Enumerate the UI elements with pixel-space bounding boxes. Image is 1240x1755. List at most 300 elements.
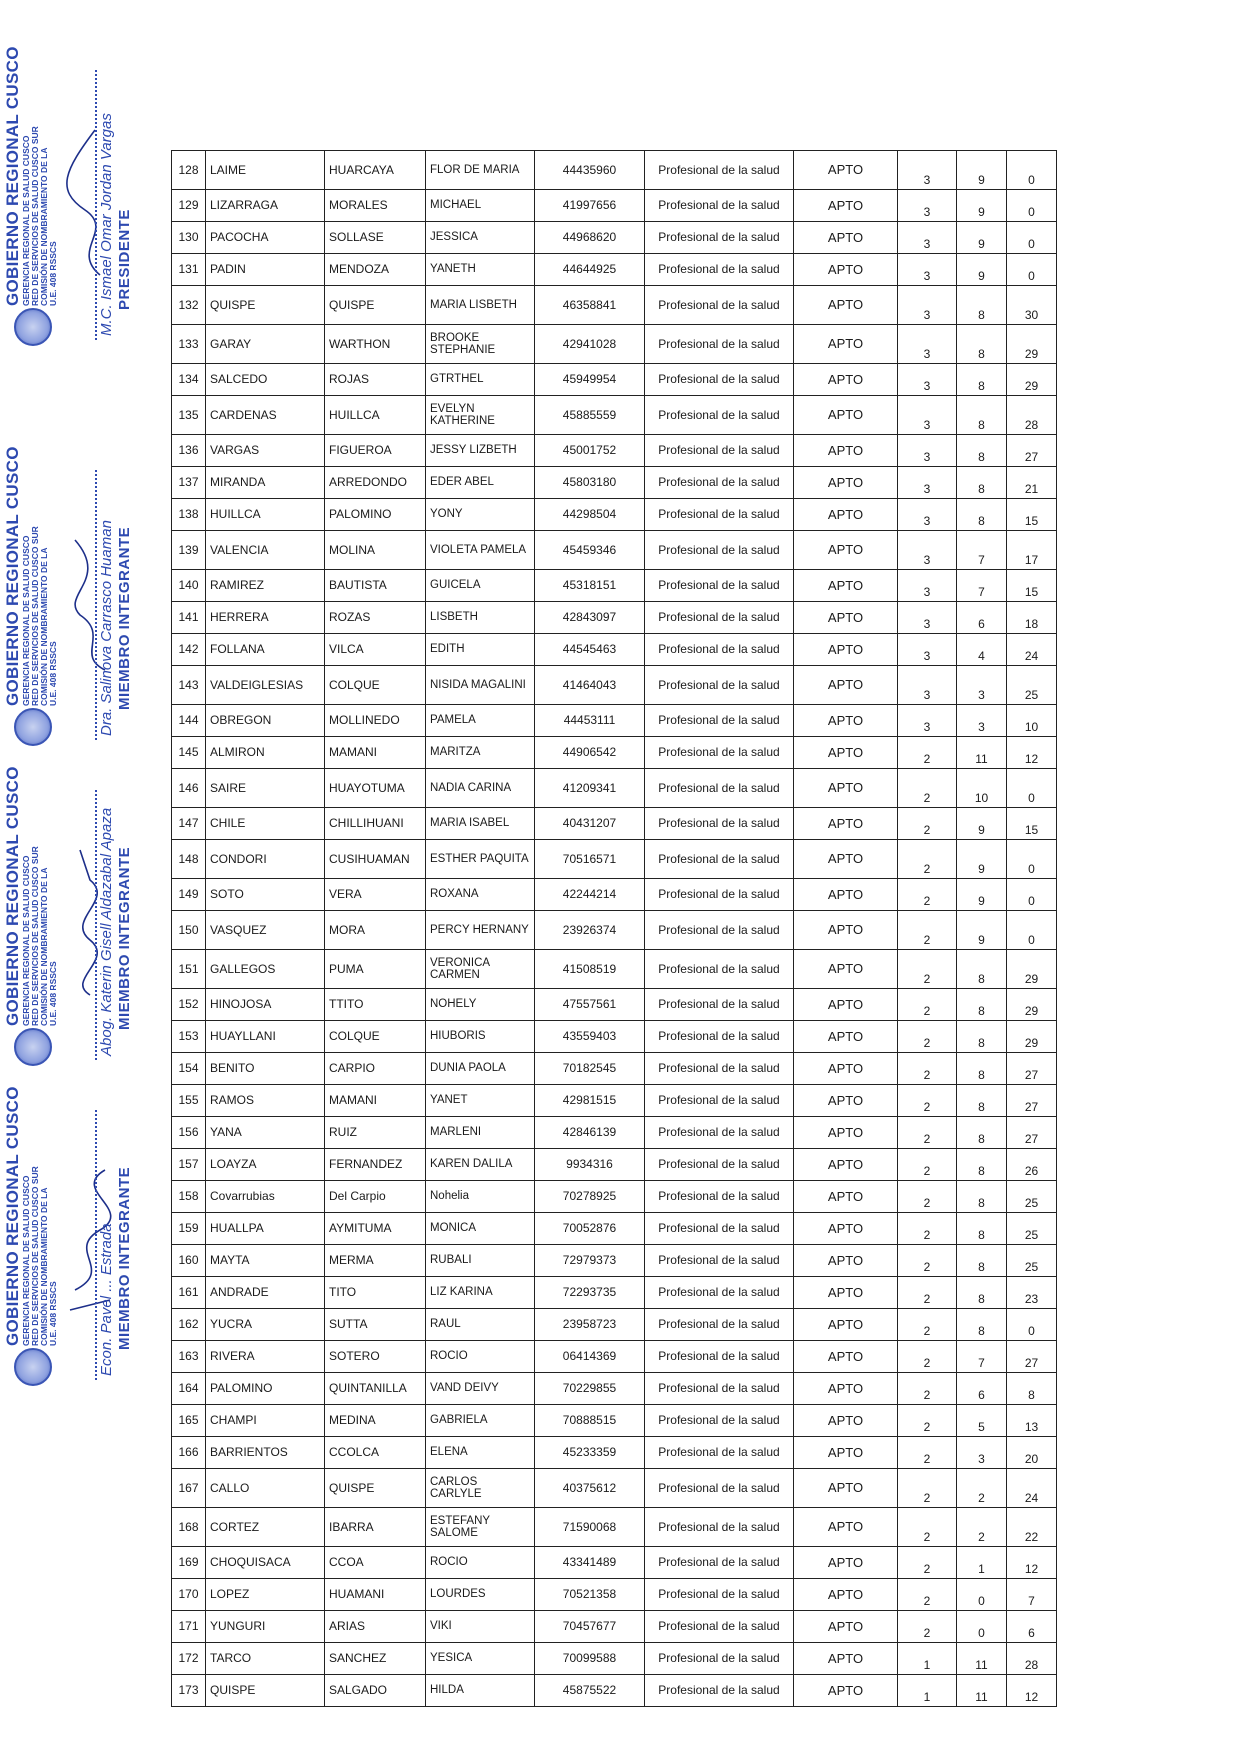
dni-cell: 44435960 — [535, 151, 645, 190]
apellido-paterno-cell: YUCRA — [206, 1309, 325, 1341]
signature-line — [95, 470, 97, 740]
row-number-cell: 135 — [172, 396, 206, 435]
profesion-cell: Profesional de la salud — [645, 950, 794, 989]
apellido-paterno-cell: YANA — [206, 1117, 325, 1149]
resultado-cell: APTO — [794, 1675, 898, 1707]
stamp-line-1: GOBIERNO REGIONAL CUSCO — [3, 446, 22, 706]
resultado-cell: APTO — [794, 634, 898, 666]
table-row — [172, 435, 1057, 467]
apellido-materno-cell: CCOLCA — [325, 1437, 426, 1469]
apellido-materno-cell: MORALES — [325, 190, 426, 222]
dni-cell: 70516571 — [535, 840, 645, 879]
anios-cell: 3 — [898, 254, 957, 286]
table-row — [172, 911, 1057, 950]
table-row — [172, 1579, 1057, 1611]
row-number-cell: 166 — [172, 1437, 206, 1469]
meses-cell: 4 — [957, 634, 1007, 666]
nombres-cell: MICHAEL — [426, 190, 535, 222]
nombres-cell: JESSY LIZBETH — [426, 435, 535, 467]
anios-cell: 2 — [898, 1469, 957, 1508]
profesion-cell: Profesional de la salud — [645, 808, 794, 840]
row-number-cell: 156 — [172, 1117, 206, 1149]
row-number-cell: 165 — [172, 1405, 206, 1437]
row-number-cell: 145 — [172, 737, 206, 769]
table-row — [172, 1643, 1057, 1675]
stamp-line-3: RED DE SERVICIOS DE SALUD CUSCO SUR — [29, 1166, 40, 1346]
resultado-cell: APTO — [794, 1469, 898, 1508]
nombres-cell: ROXANA — [426, 879, 535, 911]
resultado-cell: APTO — [794, 531, 898, 570]
dni-cell: 45318151 — [535, 570, 645, 602]
dni-cell: 70052876 — [535, 1213, 645, 1245]
stamp-line-1: GOBIERNO REGIONAL CUSCO — [3, 766, 22, 1026]
apellido-materno-cell: ROJAS — [325, 364, 426, 396]
profesion-cell: Profesional de la salud — [645, 396, 794, 435]
row-number-cell: 147 — [172, 808, 206, 840]
meses-cell: 8 — [957, 950, 1007, 989]
meses-cell: 8 — [957, 1117, 1007, 1149]
table-row — [172, 396, 1057, 435]
meses-cell: 9 — [957, 254, 1007, 286]
row-number-cell: 155 — [172, 1085, 206, 1117]
nombres-cell: GUICELA — [426, 570, 535, 602]
profesion-cell: Profesional de la salud — [645, 911, 794, 950]
apellido-materno-cell: CUSIHUAMAN — [325, 840, 426, 879]
dni-cell: 44298504 — [535, 499, 645, 531]
apellido-materno-cell: SANCHEZ — [325, 1643, 426, 1675]
dni-cell: 42981515 — [535, 1085, 645, 1117]
apellido-paterno-cell: RAMOS — [206, 1085, 325, 1117]
apellido-paterno-cell: VALENCIA — [206, 531, 325, 570]
anios-cell: 2 — [898, 1149, 957, 1181]
dias-cell: 12 — [1007, 1675, 1057, 1707]
nombres-cell: JESSICA — [426, 222, 535, 254]
nombres-cell: ELENA — [426, 1437, 535, 1469]
table-row — [172, 1053, 1057, 1085]
meses-cell: 8 — [957, 396, 1007, 435]
apellido-paterno-cell: HUALLPA — [206, 1213, 325, 1245]
anios-cell: 2 — [898, 1341, 957, 1373]
row-number-cell: 154 — [172, 1053, 206, 1085]
apellido-materno-cell: QUISPE — [325, 1469, 426, 1508]
row-number-cell: 173 — [172, 1675, 206, 1707]
apellido-materno-cell: Del Carpio — [325, 1181, 426, 1213]
resultado-cell: APTO — [794, 1405, 898, 1437]
row-number-cell: 150 — [172, 911, 206, 950]
nombres-cell: GABRIELA — [426, 1405, 535, 1437]
dias-cell: 28 — [1007, 1643, 1057, 1675]
nombres-cell: NADIA CARINA — [426, 769, 535, 808]
dias-cell: 21 — [1007, 467, 1057, 499]
meses-cell: 8 — [957, 325, 1007, 364]
apellido-paterno-cell: SALCEDO — [206, 364, 325, 396]
profesion-cell: Profesional de la salud — [645, 1675, 794, 1707]
apellido-paterno-cell: LOPEZ — [206, 1579, 325, 1611]
apellido-paterno-cell: QUISPE — [206, 286, 325, 325]
anios-cell: 2 — [898, 1181, 957, 1213]
nombres-cell: PERCY HERNANY — [426, 911, 535, 950]
meses-cell: 8 — [957, 1245, 1007, 1277]
stamp-line-3: RED DE SERVICIOS DE SALUD CUSCO SUR — [29, 846, 40, 1026]
stamp-miembro-1 — [0, 446, 170, 750]
apellido-materno-cell: TTITO — [325, 989, 426, 1021]
meses-cell: 3 — [957, 666, 1007, 705]
row-number-cell: 142 — [172, 634, 206, 666]
dni-cell: 42843097 — [535, 602, 645, 634]
row-number-cell: 158 — [172, 1181, 206, 1213]
signer-name: Econ. Pavel ... Estrada — [98, 1223, 115, 1376]
apellido-materno-cell: PUMA — [325, 950, 426, 989]
dni-cell: 45949954 — [535, 364, 645, 396]
table-row — [172, 222, 1057, 254]
meses-cell: 9 — [957, 222, 1007, 254]
apellido-paterno-cell: GARAY — [206, 325, 325, 364]
row-number-cell: 139 — [172, 531, 206, 570]
nombres-cell: RUBALI — [426, 1245, 535, 1277]
apellido-paterno-cell: LAIME — [206, 151, 325, 190]
apellido-materno-cell: SOLLASE — [325, 222, 426, 254]
dni-cell: 42941028 — [535, 325, 645, 364]
dias-cell: 18 — [1007, 602, 1057, 634]
dni-cell: 42846139 — [535, 1117, 645, 1149]
dni-cell: 45803180 — [535, 467, 645, 499]
apellido-paterno-cell: HERRERA — [206, 602, 325, 634]
dni-cell: 41508519 — [535, 950, 645, 989]
apellido-materno-cell: VILCA — [325, 634, 426, 666]
meses-cell: 11 — [957, 737, 1007, 769]
profesion-cell: Profesional de la salud — [645, 1405, 794, 1437]
resultado-cell: APTO — [794, 879, 898, 911]
profesion-cell: Profesional de la salud — [645, 499, 794, 531]
apellido-paterno-cell: CARDENAS — [206, 396, 325, 435]
meses-cell: 6 — [957, 1373, 1007, 1405]
apellido-paterno-cell: BARRIENTOS — [206, 1437, 325, 1469]
dias-cell: 0 — [1007, 151, 1057, 190]
profesion-cell: Profesional de la salud — [645, 1341, 794, 1373]
row-number-cell: 164 — [172, 1373, 206, 1405]
nombres-cell: PAMELA — [426, 705, 535, 737]
apellido-materno-cell: ROZAS — [325, 602, 426, 634]
dni-cell: 9934316 — [535, 1149, 645, 1181]
apellido-materno-cell: RUIZ — [325, 1117, 426, 1149]
apellido-materno-cell: COLQUE — [325, 666, 426, 705]
meses-cell: 9 — [957, 808, 1007, 840]
row-number-cell: 162 — [172, 1309, 206, 1341]
anios-cell: 3 — [898, 531, 957, 570]
table-row — [172, 1611, 1057, 1643]
meses-cell: 2 — [957, 1508, 1007, 1547]
table-row — [172, 705, 1057, 737]
resultado-cell: APTO — [794, 190, 898, 222]
apellido-paterno-cell: CHILE — [206, 808, 325, 840]
roster-table — [171, 150, 1057, 1707]
dni-cell: 42244214 — [535, 879, 645, 911]
apellido-materno-cell: TITO — [325, 1277, 426, 1309]
meses-cell: 8 — [957, 1021, 1007, 1053]
stamp-line-4: COMISIÓN DE NOMBRAMIENTO DE LA — [38, 547, 49, 706]
resultado-cell: APTO — [794, 1309, 898, 1341]
signer-role: MIEMBRO INTEGRANTE — [116, 526, 133, 710]
row-number-cell: 171 — [172, 1611, 206, 1643]
anios-cell: 2 — [898, 1579, 957, 1611]
anios-cell: 2 — [898, 840, 957, 879]
dni-cell: 40431207 — [535, 808, 645, 840]
dias-cell: 25 — [1007, 1245, 1057, 1277]
dias-cell: 17 — [1007, 531, 1057, 570]
anios-cell: 3 — [898, 190, 957, 222]
profesion-cell: Profesional de la salud — [645, 467, 794, 499]
dias-cell: 25 — [1007, 666, 1057, 705]
dni-cell: 45875522 — [535, 1675, 645, 1707]
meses-cell: 9 — [957, 911, 1007, 950]
meses-cell: 9 — [957, 190, 1007, 222]
profesion-cell: Profesional de la salud — [645, 222, 794, 254]
table-row — [172, 1149, 1057, 1181]
dias-cell: 27 — [1007, 1341, 1057, 1373]
apellido-materno-cell: MEDINA — [325, 1405, 426, 1437]
nombres-cell: GTRTHEL — [426, 364, 535, 396]
apellido-materno-cell: FERNANDEZ — [325, 1149, 426, 1181]
profesion-cell: Profesional de la salud — [645, 1021, 794, 1053]
anios-cell: 3 — [898, 151, 957, 190]
dni-cell: 70278925 — [535, 1181, 645, 1213]
table-row — [172, 879, 1057, 911]
dni-cell: 41464043 — [535, 666, 645, 705]
profesion-cell: Profesional de la salud — [645, 1117, 794, 1149]
stamp-line-1: GOBIERNO REGIONAL CUSCO — [3, 1086, 22, 1346]
apellido-paterno-cell: VALDEIGLESIAS — [206, 666, 325, 705]
table-row — [172, 325, 1057, 364]
nombres-cell: YESICA — [426, 1643, 535, 1675]
anios-cell: 3 — [898, 705, 957, 737]
nombres-cell: MARIA ISABEL — [426, 808, 535, 840]
dni-cell: 46358841 — [535, 286, 645, 325]
resultado-cell: APTO — [794, 1117, 898, 1149]
anios-cell: 3 — [898, 666, 957, 705]
row-number-cell: 153 — [172, 1021, 206, 1053]
resultado-cell: APTO — [794, 1437, 898, 1469]
dni-cell: 44545463 — [535, 634, 645, 666]
dias-cell: 7 — [1007, 1579, 1057, 1611]
stamp-miembro-2 — [0, 766, 170, 1070]
stamp-line-4: COMISIÓN DE NOMBRAMIENTO DE LA — [38, 867, 49, 1026]
nombres-cell: LOURDES — [426, 1579, 535, 1611]
profesion-cell: Profesional de la salud — [645, 1437, 794, 1469]
row-number-cell: 167 — [172, 1469, 206, 1508]
apellido-paterno-cell: ANDRADE — [206, 1277, 325, 1309]
anios-cell: 2 — [898, 950, 957, 989]
apellido-materno-cell: SALGADO — [325, 1675, 426, 1707]
table-row — [172, 570, 1057, 602]
profesion-cell: Profesional de la salud — [645, 840, 794, 879]
resultado-cell: APTO — [794, 737, 898, 769]
table-row — [172, 1373, 1057, 1405]
dni-cell: 71590068 — [535, 1508, 645, 1547]
profesion-cell: Profesional de la salud — [645, 1643, 794, 1675]
row-number-cell: 144 — [172, 705, 206, 737]
resultado-cell: APTO — [794, 1611, 898, 1643]
anios-cell: 3 — [898, 467, 957, 499]
table-row — [172, 737, 1057, 769]
row-number-cell: 169 — [172, 1547, 206, 1579]
anios-cell: 3 — [898, 499, 957, 531]
row-number-cell: 140 — [172, 570, 206, 602]
resultado-cell: APTO — [794, 911, 898, 950]
profesion-cell: Profesional de la salud — [645, 1213, 794, 1245]
dni-cell: 70182545 — [535, 1053, 645, 1085]
apellido-paterno-cell: SOTO — [206, 879, 325, 911]
anios-cell: 2 — [898, 1117, 957, 1149]
dias-cell: 10 — [1007, 705, 1057, 737]
apellido-materno-cell: MERMA — [325, 1245, 426, 1277]
resultado-cell: APTO — [794, 1245, 898, 1277]
table-row — [172, 1508, 1057, 1547]
profesion-cell: Profesional de la salud — [645, 435, 794, 467]
dni-cell: 70457677 — [535, 1611, 645, 1643]
profesion-cell: Profesional de la salud — [645, 1181, 794, 1213]
profesion-cell: Profesional de la salud — [645, 1508, 794, 1547]
profesion-cell: Profesional de la salud — [645, 286, 794, 325]
nombres-cell: HILDA — [426, 1675, 535, 1707]
table-row — [172, 190, 1057, 222]
meses-cell: 1 — [957, 1547, 1007, 1579]
dias-cell: 0 — [1007, 190, 1057, 222]
dni-cell: 06414369 — [535, 1341, 645, 1373]
anios-cell: 2 — [898, 1508, 957, 1547]
profesion-cell: Profesional de la salud — [645, 364, 794, 396]
apellido-paterno-cell: FOLLANA — [206, 634, 325, 666]
table-row — [172, 499, 1057, 531]
apellido-materno-cell: SUTTA — [325, 1309, 426, 1341]
profesion-cell: Profesional de la salud — [645, 737, 794, 769]
anios-cell: 3 — [898, 364, 957, 396]
apellido-paterno-cell: TARCO — [206, 1643, 325, 1675]
apellido-paterno-cell: LOAYZA — [206, 1149, 325, 1181]
table-row — [172, 1245, 1057, 1277]
nombres-cell: NISIDA MAGALINI — [426, 666, 535, 705]
anios-cell: 3 — [898, 222, 957, 254]
dias-cell: 20 — [1007, 1437, 1057, 1469]
dni-cell: 70229855 — [535, 1373, 645, 1405]
apellido-materno-cell: ARIAS — [325, 1611, 426, 1643]
dias-cell: 0 — [1007, 1309, 1057, 1341]
meses-cell: 7 — [957, 531, 1007, 570]
resultado-cell: APTO — [794, 666, 898, 705]
resultado-cell: APTO — [794, 1579, 898, 1611]
apellido-paterno-cell: VASQUEZ — [206, 911, 325, 950]
anios-cell: 2 — [898, 1373, 957, 1405]
table-row — [172, 989, 1057, 1021]
dias-cell: 15 — [1007, 499, 1057, 531]
nombres-cell: ROCIO — [426, 1341, 535, 1373]
meses-cell: 7 — [957, 570, 1007, 602]
meses-cell: 8 — [957, 1213, 1007, 1245]
stamp-line-3: RED DE SERVICIOS DE SALUD CUSCO SUR — [29, 526, 40, 706]
profesion-cell: Profesional de la salud — [645, 570, 794, 602]
signature-line — [95, 790, 97, 1060]
row-number-cell: 172 — [172, 1643, 206, 1675]
meses-cell: 8 — [957, 286, 1007, 325]
nombres-cell: VAND DEIVY — [426, 1373, 535, 1405]
profesion-cell: Profesional de la salud — [645, 602, 794, 634]
dias-cell: 13 — [1007, 1405, 1057, 1437]
apellido-materno-cell: MOLLINEDO — [325, 705, 426, 737]
dias-cell: 27 — [1007, 435, 1057, 467]
apellido-materno-cell: QUINTANILLA — [325, 1373, 426, 1405]
nombres-cell: ESTHER PAQUITA — [426, 840, 535, 879]
resultado-cell: APTO — [794, 396, 898, 435]
signer-name: M.C. Ismael Omar Jordan Vargas — [98, 113, 115, 336]
dni-cell: 70099588 — [535, 1643, 645, 1675]
nombres-cell: MARLENI — [426, 1117, 535, 1149]
nombres-cell: VIKI — [426, 1611, 535, 1643]
row-number-cell: 170 — [172, 1579, 206, 1611]
stamp-line-4: COMISIÓN DE NOMBRAMIENTO DE LA — [38, 1187, 49, 1346]
resultado-cell: APTO — [794, 286, 898, 325]
apellido-paterno-cell: MAYTA — [206, 1245, 325, 1277]
meses-cell: 3 — [957, 705, 1007, 737]
table-row — [172, 769, 1057, 808]
dni-cell: 45233359 — [535, 1437, 645, 1469]
profesion-cell: Profesional de la salud — [645, 989, 794, 1021]
anios-cell: 2 — [898, 1309, 957, 1341]
anios-cell: 2 — [898, 1277, 957, 1309]
row-number-cell: 131 — [172, 254, 206, 286]
apellido-paterno-cell: CHAMPI — [206, 1405, 325, 1437]
profesion-cell: Profesional de la salud — [645, 879, 794, 911]
resultado-cell: APTO — [794, 808, 898, 840]
nombres-cell: KAREN DALILA — [426, 1149, 535, 1181]
row-number-cell: 137 — [172, 467, 206, 499]
table-row — [172, 950, 1057, 989]
dias-cell: 0 — [1007, 879, 1057, 911]
anios-cell: 2 — [898, 911, 957, 950]
table-row — [172, 467, 1057, 499]
nombres-cell: FLOR DE MARIA — [426, 151, 535, 190]
meses-cell: 8 — [957, 989, 1007, 1021]
profesion-cell: Profesional de la salud — [645, 634, 794, 666]
table-row — [172, 808, 1057, 840]
meses-cell: 8 — [957, 1149, 1007, 1181]
row-number-cell: 130 — [172, 222, 206, 254]
stamp-text — [3, 446, 58, 706]
anios-cell: 2 — [898, 1245, 957, 1277]
dias-cell: 24 — [1007, 634, 1057, 666]
table-row — [172, 1675, 1057, 1707]
signature-line — [95, 1110, 97, 1380]
anios-cell: 2 — [898, 1547, 957, 1579]
anios-cell: 2 — [898, 1611, 957, 1643]
stamp-line-5: U.E. 408 RSSCS — [47, 1281, 58, 1346]
table-row — [172, 286, 1057, 325]
seal-icon — [14, 308, 52, 346]
dni-cell: 70888515 — [535, 1405, 645, 1437]
dias-cell: 25 — [1007, 1213, 1057, 1245]
roster-table-wrap — [171, 150, 1057, 1707]
apellido-materno-cell: HUILLCA — [325, 396, 426, 435]
meses-cell: 8 — [957, 1309, 1007, 1341]
table-row — [172, 1213, 1057, 1245]
table-row — [172, 634, 1057, 666]
resultado-cell: APTO — [794, 1181, 898, 1213]
stamp-line-1: GOBIERNO REGIONAL CUSCO — [3, 46, 22, 306]
nombres-cell: VERONICA CARMEN — [426, 950, 535, 989]
profesion-cell: Profesional de la salud — [645, 1469, 794, 1508]
dias-cell: 27 — [1007, 1053, 1057, 1085]
apellido-paterno-cell: OBREGON — [206, 705, 325, 737]
dias-cell: 0 — [1007, 840, 1057, 879]
dias-cell: 23 — [1007, 1277, 1057, 1309]
